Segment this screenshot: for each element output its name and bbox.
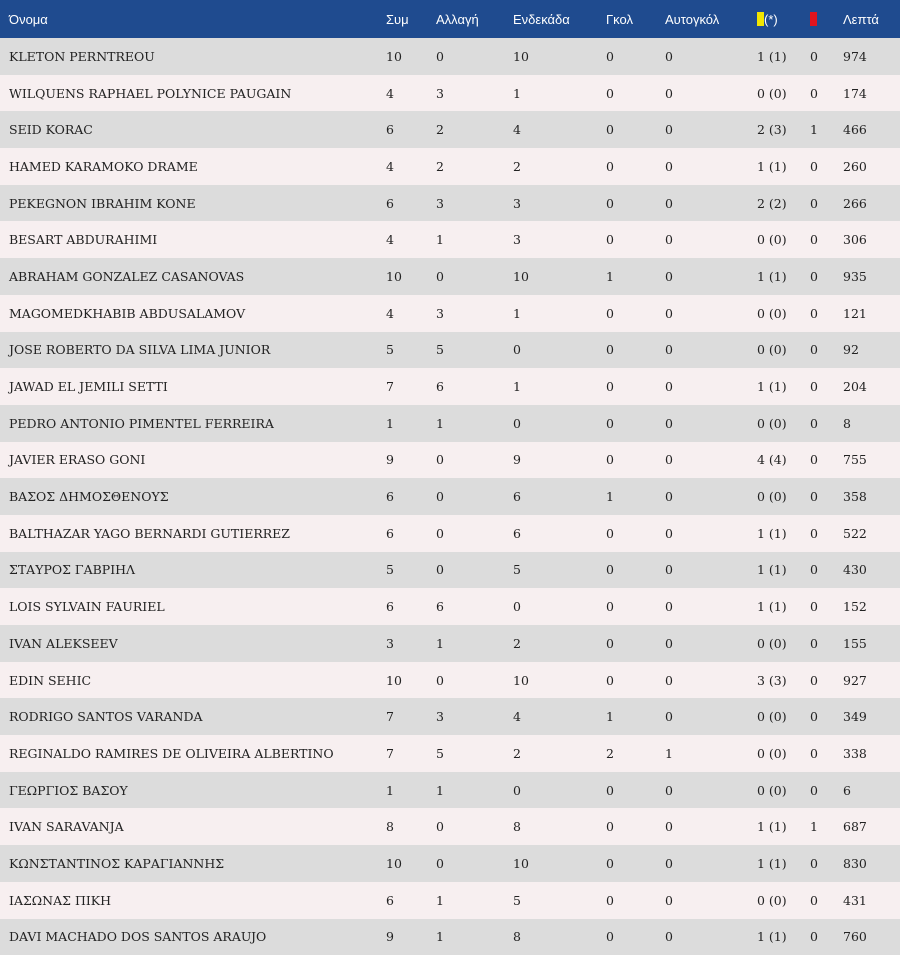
goals-cell: 0 (606, 195, 614, 211)
goals-cell: 0 (606, 122, 614, 138)
yellow-cards-cell: 0 (0) (757, 342, 787, 358)
table-row (0, 882, 900, 919)
starts-cell: 0 (513, 782, 521, 798)
yellow-cards-cell: 1 (1) (757, 819, 787, 835)
goals-cell: 0 (606, 305, 614, 321)
red-cards-cell: 0 (810, 268, 818, 284)
starts-cell: 1 (513, 379, 521, 395)
table-row (0, 478, 900, 515)
starts-cell: 6 (513, 489, 521, 505)
player-name-cell: IVAN ALEKSEEV (9, 635, 118, 651)
goals-cell: 0 (606, 819, 614, 835)
red-cards-cell: 0 (810, 855, 818, 871)
own-goals-cell: 1 (665, 745, 673, 761)
yellow-cards-cell: 1 (1) (757, 379, 787, 395)
minutes-cell: 204 (843, 379, 867, 395)
minutes-cell: 121 (843, 305, 867, 321)
yellow-cards-cell: 0 (0) (757, 892, 787, 908)
table-row (0, 38, 900, 75)
red-card-icon (810, 12, 817, 26)
starts-cell: 0 (513, 415, 521, 431)
goals-cell: 0 (606, 855, 614, 871)
substitutions-cell: 3 (436, 709, 444, 725)
starts-cell: 8 (513, 819, 521, 835)
substitutions-cell: 6 (436, 379, 444, 395)
yellow-cards-cell: 1 (1) (757, 929, 787, 945)
substitutions-cell: 0 (436, 819, 444, 835)
yellow-cards-cell: 4 (4) (757, 452, 787, 468)
substitutions-cell: 1 (436, 635, 444, 651)
substitutions-cell: 3 (436, 305, 444, 321)
player-name-cell: ABRAHAM GONZALEZ CASANOVAS (9, 268, 245, 284)
player-name-cell: PEDRO ANTONIO PIMENTEL FERREIRA (9, 415, 274, 431)
red-cards-cell: 1 (810, 122, 818, 138)
own-goals-cell: 0 (665, 892, 673, 908)
substitutions-cell: 3 (436, 85, 444, 101)
minutes-cell: 466 (843, 122, 867, 138)
table-row (0, 332, 900, 369)
player-name-cell: JAVIER ERASO GONI (9, 452, 146, 468)
starts-cell: 10 (513, 672, 529, 688)
starts-cell: 1 (513, 305, 521, 321)
own-goals-cell: 0 (665, 599, 673, 615)
header-name[interactable]: Όνομα (9, 11, 48, 27)
substitutions-cell: 1 (436, 232, 444, 248)
yellow-cards-cell: 1 (1) (757, 158, 787, 174)
table-row (0, 148, 900, 185)
header-yellow-cards[interactable] (757, 0, 810, 38)
table-row (0, 405, 900, 442)
goals-cell: 0 (606, 452, 614, 468)
own-goals-cell: 0 (665, 122, 673, 138)
substitutions-cell: 3 (436, 195, 444, 211)
appearances-cell: 9 (386, 452, 394, 468)
yellow-cards-cell: 2 (2) (757, 195, 787, 211)
player-name-cell: DAVI MACHADO DOS SANTOS ARAUJO (9, 929, 267, 945)
appearances-cell: 10 (386, 855, 402, 871)
starts-cell: 5 (513, 562, 521, 578)
substitutions-cell: 0 (436, 489, 444, 505)
table-row (0, 368, 900, 405)
goals-cell: 1 (606, 709, 614, 725)
starts-cell: 4 (513, 709, 521, 725)
own-goals-cell: 0 (665, 48, 673, 64)
minutes-cell: 935 (843, 268, 867, 284)
appearances-cell: 1 (386, 415, 394, 431)
table-row (0, 295, 900, 332)
minutes-cell: 152 (843, 599, 867, 615)
red-cards-cell: 0 (810, 929, 818, 945)
header-yellow-suffix: (*) (764, 11, 778, 27)
appearances-cell: 8 (386, 819, 394, 835)
appearances-cell: 7 (386, 379, 394, 395)
minutes-cell: 349 (843, 709, 867, 725)
substitutions-cell: 5 (436, 342, 444, 358)
substitutions-cell: 1 (436, 415, 444, 431)
appearances-cell: 4 (386, 85, 394, 101)
substitutions-cell: 0 (436, 562, 444, 578)
substitutions-cell: 1 (436, 929, 444, 945)
substitutions-cell: 2 (436, 158, 444, 174)
own-goals-cell: 0 (665, 672, 673, 688)
own-goals-cell: 0 (665, 379, 673, 395)
starts-cell: 2 (513, 635, 521, 651)
appearances-cell: 7 (386, 709, 394, 725)
minutes-cell: 755 (843, 452, 867, 468)
minutes-cell: 8 (843, 415, 851, 431)
player-name-cell: ΣΤΑΥΡΟΣ ΓΑΒΡΙΗΛ (9, 562, 136, 578)
minutes-cell: 760 (843, 929, 867, 945)
appearances-cell: 6 (386, 489, 394, 505)
goals-cell: 0 (606, 158, 614, 174)
own-goals-cell: 0 (665, 158, 673, 174)
player-name-cell: IVAN SARAVANJA (9, 819, 124, 835)
player-name-cell: ΒΑΣΟΣ ΔΗΜΟΣΘΕΝΟΥΣ (9, 489, 169, 505)
goals-cell: 0 (606, 892, 614, 908)
appearances-cell: 6 (386, 599, 394, 615)
minutes-cell: 687 (843, 819, 867, 835)
red-cards-cell: 0 (810, 489, 818, 505)
own-goals-cell: 0 (665, 232, 673, 248)
minutes-cell: 338 (843, 745, 867, 761)
own-goals-cell: 0 (665, 929, 673, 945)
appearances-cell: 6 (386, 892, 394, 908)
red-cards-cell: 0 (810, 782, 818, 798)
player-name-cell: HAMED KARAMOKO DRAME (9, 158, 198, 174)
red-cards-cell: 0 (810, 342, 818, 358)
minutes-cell: 155 (843, 635, 867, 651)
own-goals-cell: 0 (665, 819, 673, 835)
substitutions-cell: 2 (436, 122, 444, 138)
substitutions-cell: 0 (436, 525, 444, 541)
table-row (0, 662, 900, 699)
appearances-cell: 5 (386, 562, 394, 578)
goals-cell: 0 (606, 929, 614, 945)
red-cards-cell: 0 (810, 562, 818, 578)
minutes-cell: 358 (843, 489, 867, 505)
goals-cell: 0 (606, 48, 614, 64)
appearances-cell: 4 (386, 305, 394, 321)
own-goals-cell: 0 (665, 342, 673, 358)
player-name-cell: JAWAD EL JEMILI SETTI (9, 379, 168, 395)
minutes-cell: 830 (843, 855, 867, 871)
appearances-cell: 10 (386, 48, 402, 64)
player-name-cell: KLETON PERNTREOU (9, 48, 155, 64)
appearances-cell: 6 (386, 195, 394, 211)
minutes-cell: 6 (843, 782, 851, 798)
player-name-cell: REGINALDO RAMIRES DE OLIVEIRA ALBERTINO (9, 745, 334, 761)
red-cards-cell: 0 (810, 85, 818, 101)
red-cards-cell: 0 (810, 305, 818, 321)
starts-cell: 3 (513, 232, 521, 248)
own-goals-cell: 0 (665, 195, 673, 211)
header-red-cards[interactable] (810, 0, 843, 38)
player-name-cell: BALTHAZAR YAGO BERNARDI GUTIERREZ (9, 525, 290, 541)
goals-cell: 0 (606, 525, 614, 541)
yellow-cards-cell: 0 (0) (757, 415, 787, 431)
red-cards-cell: 0 (810, 525, 818, 541)
starts-cell: 4 (513, 122, 521, 138)
appearances-cell: 3 (386, 635, 394, 651)
table-row (0, 845, 900, 882)
substitutions-cell: 6 (436, 599, 444, 615)
minutes-cell: 306 (843, 232, 867, 248)
substitutions-cell: 1 (436, 782, 444, 798)
starts-cell: 5 (513, 892, 521, 908)
substitutions-cell: 0 (436, 48, 444, 64)
appearances-cell: 1 (386, 782, 394, 798)
goals-cell: 0 (606, 342, 614, 358)
minutes-cell: 260 (843, 158, 867, 174)
table-row (0, 221, 900, 258)
goals-cell: 0 (606, 782, 614, 798)
table-row (0, 588, 900, 625)
header-starts[interactable]: Ενδεκάδα (513, 11, 570, 27)
goals-cell: 1 (606, 268, 614, 284)
red-cards-cell: 0 (810, 599, 818, 615)
red-cards-cell: 0 (810, 379, 818, 395)
table-row (0, 772, 900, 809)
own-goals-cell: 0 (665, 305, 673, 321)
goals-cell: 2 (606, 745, 614, 761)
yellow-cards-cell: 0 (0) (757, 635, 787, 651)
yellow-cards-cell: 1 (1) (757, 855, 787, 871)
red-cards-cell: 0 (810, 635, 818, 651)
own-goals-cell: 0 (665, 635, 673, 651)
goals-cell: 0 (606, 672, 614, 688)
substitutions-cell: 1 (436, 892, 444, 908)
yellow-cards-cell: 1 (1) (757, 599, 787, 615)
player-name-cell: RODRIGO SANTOS VARANDA (9, 709, 203, 725)
substitutions-cell: 0 (436, 452, 444, 468)
table-row (0, 625, 900, 662)
player-name-cell: WILQUENS RAPHAEL POLYNICE PAUGAIN (9, 85, 292, 101)
appearances-cell: 10 (386, 672, 402, 688)
red-cards-cell: 1 (810, 819, 818, 835)
appearances-cell: 4 (386, 232, 394, 248)
player-name-cell: LOIS SYLVAIN FAURIEL (9, 599, 165, 615)
table-row (0, 258, 900, 295)
minutes-cell: 174 (843, 85, 867, 101)
player-name-cell: ΓΕΩΡΓΙΟΣ ΒΑΣΟΥ (9, 782, 128, 798)
goals-cell: 0 (606, 232, 614, 248)
yellow-cards-cell: 0 (0) (757, 85, 787, 101)
table-row (0, 735, 900, 772)
minutes-cell: 974 (843, 48, 867, 64)
table-row (0, 919, 900, 955)
table-header-row (0, 0, 900, 38)
red-cards-cell: 0 (810, 158, 818, 174)
goals-cell: 0 (606, 635, 614, 651)
starts-cell: 10 (513, 268, 529, 284)
own-goals-cell: 0 (665, 709, 673, 725)
own-goals-cell: 0 (665, 489, 673, 505)
own-goals-cell: 0 (665, 452, 673, 468)
appearances-cell: 10 (386, 268, 402, 284)
header-apps[interactable]: Συμ (386, 11, 409, 27)
goals-cell: 0 (606, 415, 614, 431)
minutes-cell: 927 (843, 672, 867, 688)
own-goals-cell: 0 (665, 562, 673, 578)
player-name-cell: SEID KORAC (9, 122, 93, 138)
red-cards-cell: 0 (810, 452, 818, 468)
starts-cell: 0 (513, 599, 521, 615)
own-goals-cell: 0 (665, 415, 673, 431)
red-cards-cell: 0 (810, 195, 818, 211)
appearances-cell: 7 (386, 745, 394, 761)
player-name-cell: PEKEGNON IBRAHIM KONE (9, 195, 196, 211)
header-own-goals[interactable]: Αυτογκόλ (665, 11, 720, 27)
goals-cell: 0 (606, 599, 614, 615)
table-row (0, 698, 900, 735)
header-subs[interactable]: Αλλαγή (436, 11, 479, 27)
red-cards-cell: 0 (810, 48, 818, 64)
table-row (0, 442, 900, 479)
own-goals-cell: 0 (665, 782, 673, 798)
yellow-cards-cell: 3 (3) (757, 672, 787, 688)
own-goals-cell: 0 (665, 85, 673, 101)
minutes-cell: 431 (843, 892, 867, 908)
yellow-cards-cell: 0 (0) (757, 709, 787, 725)
player-name-cell: ΚΩΝΣΤΑΝΤΙΝΟΣ ΚΑΡΑΓΙΑΝΝΗΣ (9, 855, 225, 871)
player-name-cell: EDIN SEHIC (9, 672, 92, 688)
goals-cell: 1 (606, 489, 614, 505)
player-name-cell: ΙΑΣΩΝΑΣ ΠΙΚΗ (9, 892, 112, 908)
minutes-cell: 92 (843, 342, 859, 358)
header-minutes[interactable]: Λεπτά (843, 11, 879, 27)
yellow-cards-cell: 1 (1) (757, 268, 787, 284)
yellow-cards-cell: 0 (0) (757, 489, 787, 505)
table-row (0, 75, 900, 112)
substitutions-cell: 0 (436, 855, 444, 871)
starts-cell: 6 (513, 525, 521, 541)
starts-cell: 9 (513, 452, 521, 468)
red-cards-cell: 0 (810, 745, 818, 761)
appearances-cell: 4 (386, 158, 394, 174)
goals-cell: 0 (606, 85, 614, 101)
appearances-cell: 6 (386, 525, 394, 541)
starts-cell: 1 (513, 85, 521, 101)
yellow-cards-cell: 0 (0) (757, 745, 787, 761)
red-cards-cell: 0 (810, 709, 818, 725)
starts-cell: 10 (513, 855, 529, 871)
starts-cell: 8 (513, 929, 521, 945)
starts-cell: 10 (513, 48, 529, 64)
red-cards-cell: 0 (810, 415, 818, 431)
own-goals-cell: 0 (665, 268, 673, 284)
player-name-cell: BESART ABDURAHIMI (9, 232, 158, 248)
appearances-cell: 6 (386, 122, 394, 138)
header-goals[interactable]: Γκολ (606, 11, 633, 27)
appearances-cell: 5 (386, 342, 394, 358)
substitutions-cell: 5 (436, 745, 444, 761)
table-row (0, 552, 900, 589)
starts-cell: 2 (513, 158, 521, 174)
red-cards-cell: 0 (810, 672, 818, 688)
starts-cell: 3 (513, 195, 521, 211)
substitutions-cell: 0 (436, 268, 444, 284)
red-cards-cell: 0 (810, 892, 818, 908)
yellow-cards-cell: 0 (0) (757, 782, 787, 798)
minutes-cell: 522 (843, 525, 867, 541)
goals-cell: 0 (606, 562, 614, 578)
yellow-cards-cell: 0 (0) (757, 305, 787, 321)
table-row (0, 111, 900, 148)
player-name-cell: MAGOMEDKHABIB ABDUSALAMOV (9, 305, 246, 321)
starts-cell: 2 (513, 745, 521, 761)
minutes-cell: 430 (843, 562, 867, 578)
table-row (0, 515, 900, 552)
substitutions-cell: 0 (436, 672, 444, 688)
starts-cell: 0 (513, 342, 521, 358)
yellow-cards-cell: 1 (1) (757, 562, 787, 578)
table-row (0, 808, 900, 845)
yellow-cards-cell: 1 (1) (757, 48, 787, 64)
yellow-cards-cell: 1 (1) (757, 525, 787, 541)
table-row (0, 185, 900, 222)
own-goals-cell: 0 (665, 525, 673, 541)
yellow-card-icon (757, 12, 764, 26)
yellow-cards-cell: 0 (0) (757, 232, 787, 248)
red-cards-cell: 0 (810, 232, 818, 248)
goals-cell: 0 (606, 379, 614, 395)
appearances-cell: 9 (386, 929, 394, 945)
player-name-cell: JOSE ROBERTO DA SILVA LIMA JUNIOR (9, 342, 271, 358)
yellow-cards-cell: 2 (3) (757, 122, 787, 138)
minutes-cell: 266 (843, 195, 867, 211)
own-goals-cell: 0 (665, 855, 673, 871)
